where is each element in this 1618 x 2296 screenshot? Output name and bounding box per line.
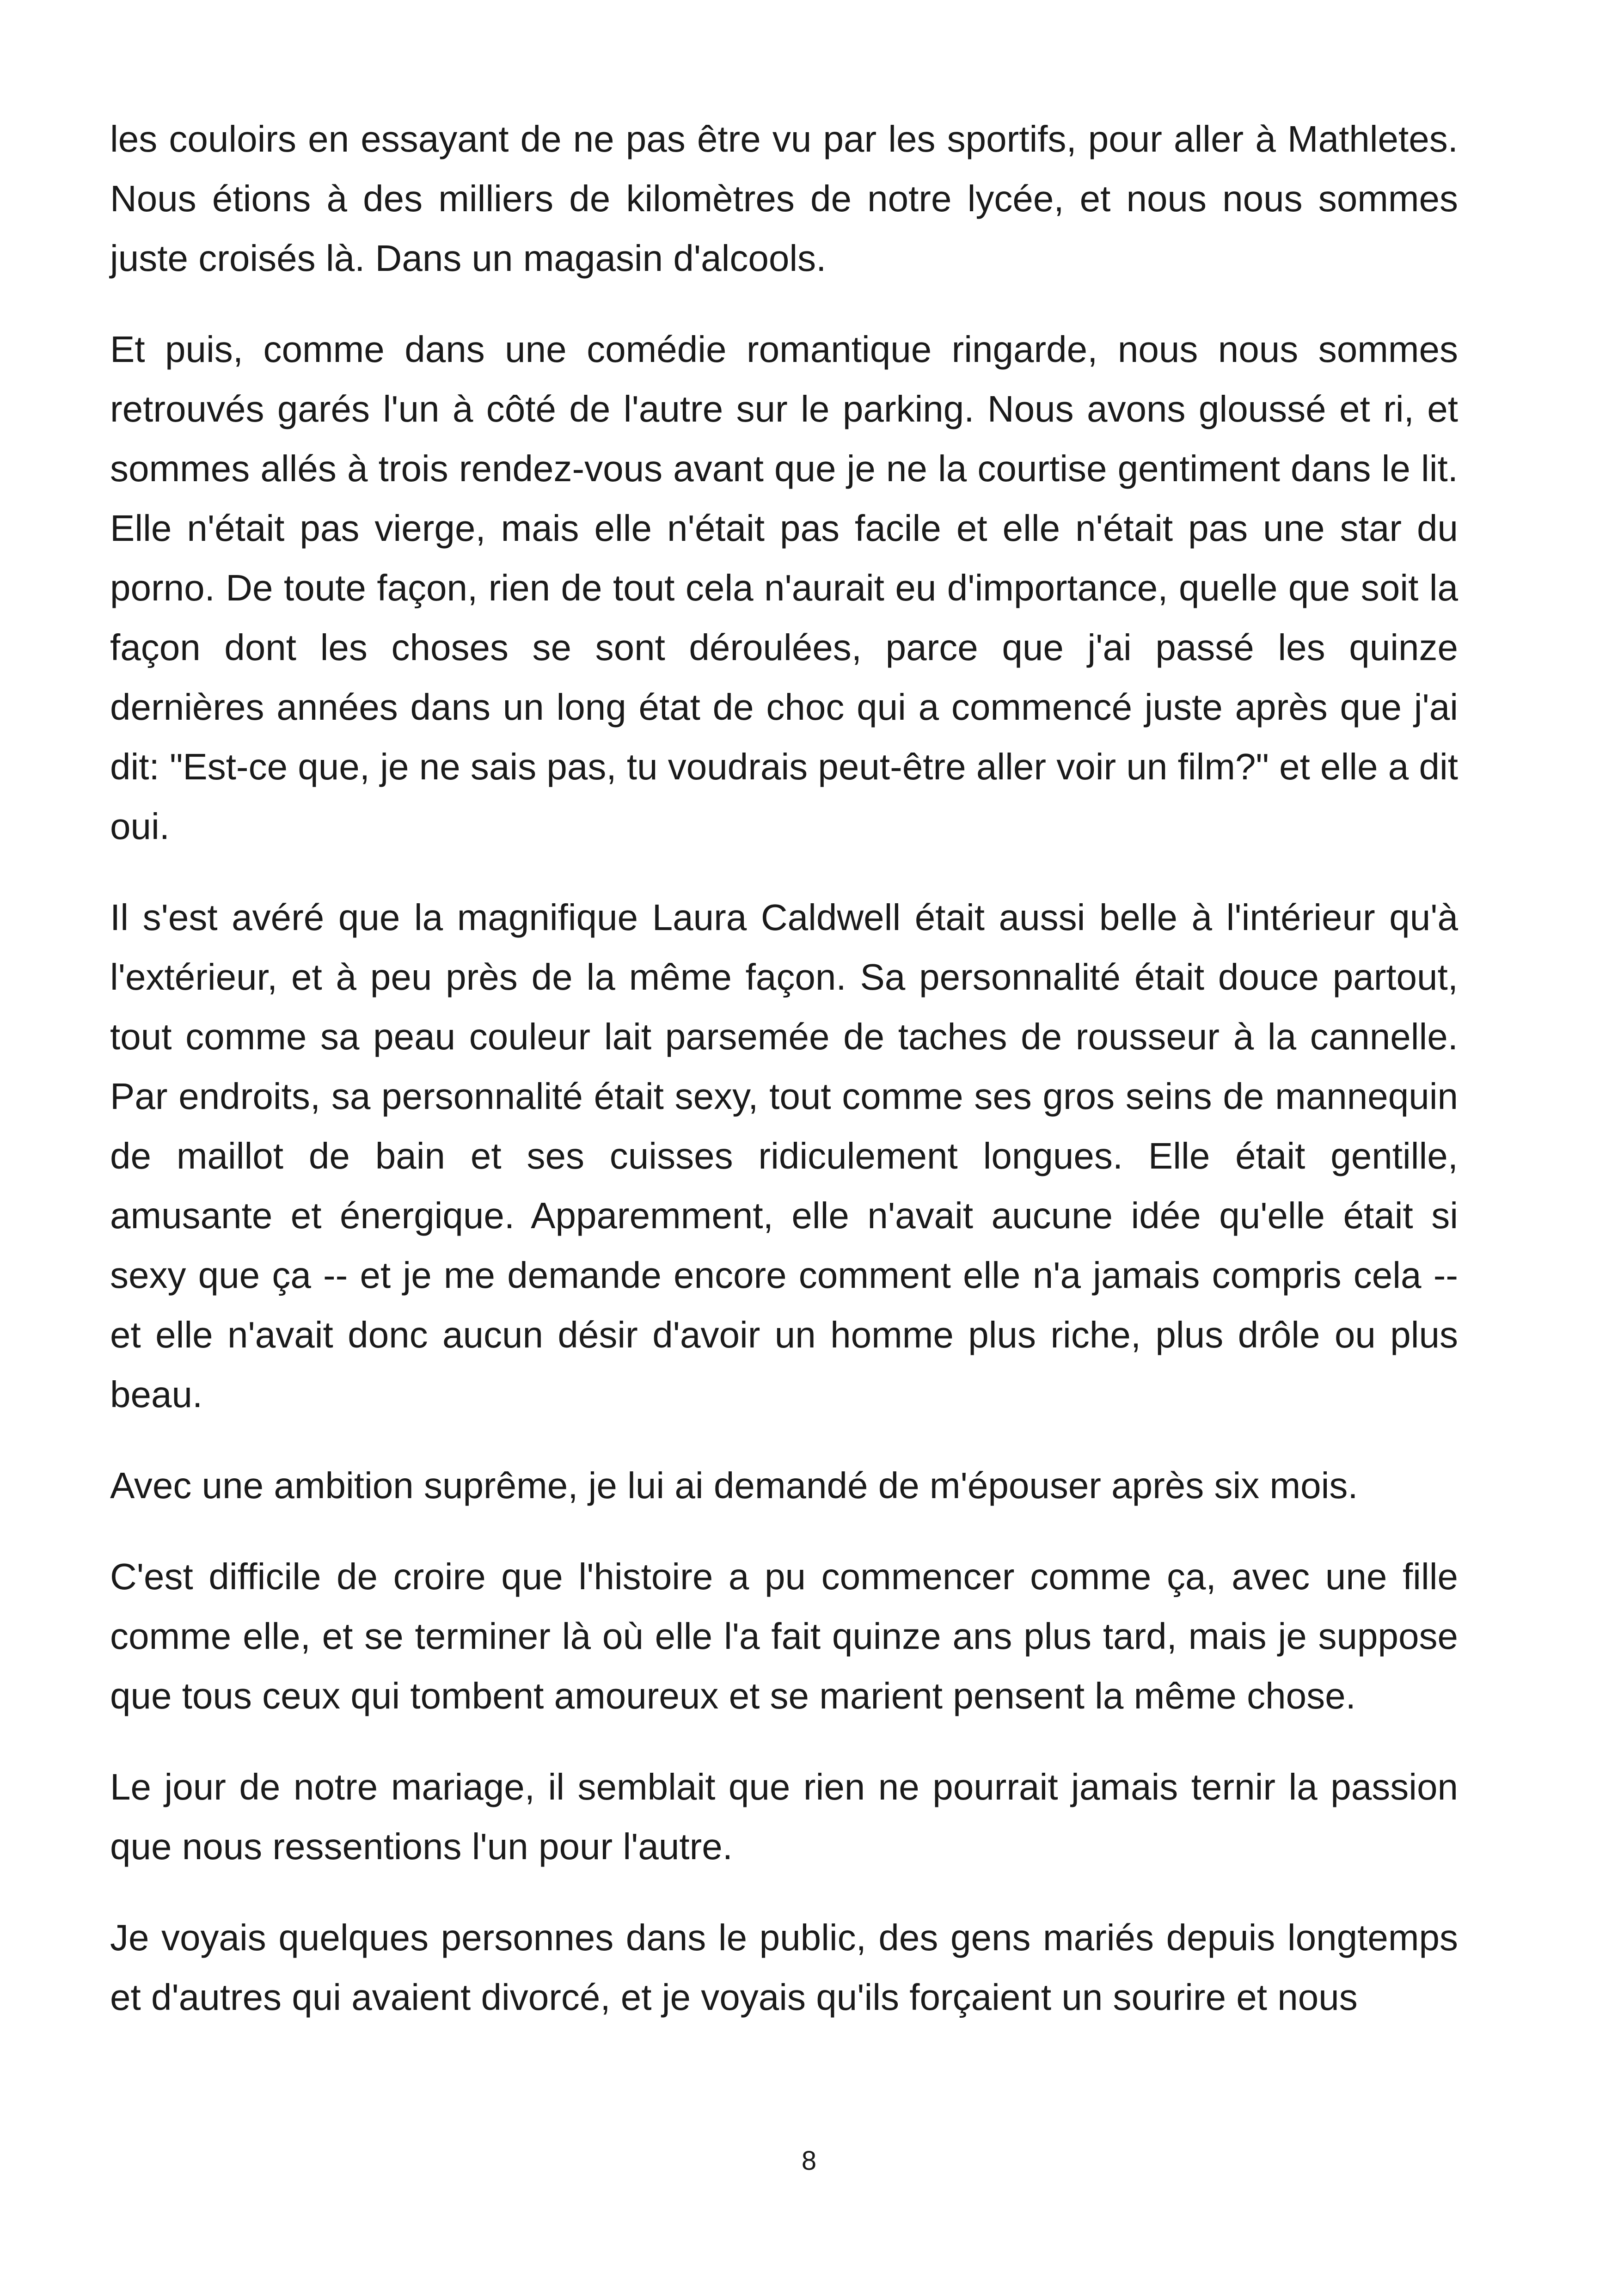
- paragraph-1: les couloirs en essayant de ne pas être vu par les sportifs, pour aller à Mathletes. Nous étions à des milliers de kilomètres de notre lycée, et nous nous sommes juste croisés là. Dans un magasin d'alcools.: [110, 118, 1458, 279]
- page-number: 8: [801, 2146, 817, 2176]
- paragraph-5: C'est difficile de croire que l'histoire a pu commencer comme ça, avec une fille comme elle, et se terminer là où elle l'a fait quinze ans plus tard, mais je suppose que tous ceux qui tombent amoureux et se marient pensent la même chose.: [110, 1556, 1458, 1716]
- paragraph-2: Et puis, comme dans une comédie romantique ringarde, nous nous sommes retrouvés garés l'un à côté de l'autre sur le parking. Nous avons gloussé et ri, et sommes allés à trois rendez-vous avant que je ne la courtise gentiment dans le lit. Elle n'était pas vierge, mais elle n'était pas facile et elle n'était pas une star du porno. De toute façon, rien de tout cela n'aurait eu d'importance, quelle que soit la façon dont les choses se sont déroulées, parce que j'ai passé les quinze dernières années dans un long état de choc qui a commencé juste après que j'ai dit: "Est-ce que, je ne sais pas, tu voudrais peut-être aller voir un film?" et elle a dit oui.: [110, 329, 1459, 847]
- paragraph-6: Le jour de notre mariage, il semblait que rien ne pourrait jamais ternir la passion que nous ressentions l'un pour l'autre.: [110, 1766, 1458, 1867]
- paragraph-7: Je voyais quelques personnes dans le public, des gens mariés depuis longtemps et d'autres qui avaient divorcé, et je voyais qu'ils forçaient un sourire et nous: [110, 1917, 1458, 2018]
- paragraph-4: Avec une ambition suprême, je lui ai demandé de m'épouser après six mois.: [110, 1465, 1358, 1506]
- text-body: [110, 109, 1458, 2058]
- paragraph-3: Il s'est avéré que la magnifique Laura Caldwell était aussi belle à l'intérieur qu'à l'extérieur, et à peu près de la même façon. Sa personnalité était douce partout, tout comme sa peau couleur lait parsemée de taches de rousseur à la cannelle. Par endroits, sa personnalité était sexy, tout comme ses gros seins de mannequin de maillot de bain et ses cuisses ridiculement longues. Elle était gentille, amusante et énergique. Apparemment, elle n'avait aucune idée qu'elle était si sexy que ça -- et je me demande encore comment elle n'a jamais compris cela -- et elle n'avait donc aucun désir d'avoir un homme plus riche, plus drôle ou plus beau.: [110, 897, 1458, 1415]
